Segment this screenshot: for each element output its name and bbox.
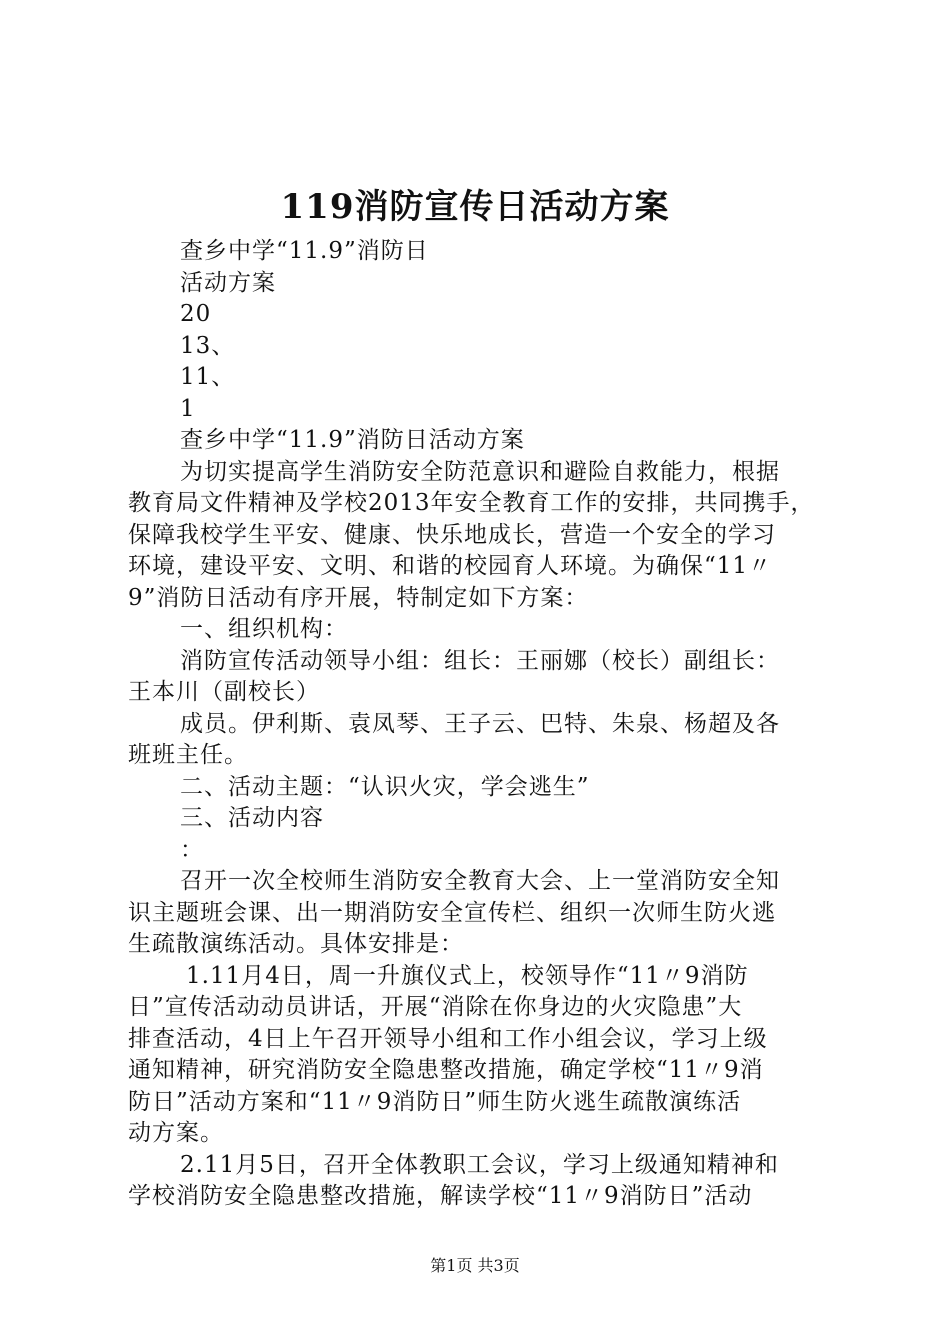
text-line: 王本川（副校长） (128, 679, 320, 705)
page-footer: 第1页 共3页 (430, 1256, 520, 1275)
text-line: 为切实提高学生消防安全防范意识和避险自救能力，根据 (180, 458, 780, 485)
text-line: 三、活动内容 (180, 805, 324, 831)
text-line: 2.11月5日，召开全体教职工会议，学习上级通知精神和 (180, 1151, 779, 1178)
text-line: 保障我校学生平安、健康、快乐地成长，营造一个安全的学习 (128, 521, 776, 548)
text-line: 查乡中学“11.9”消防日 (180, 238, 429, 264)
text-line: 通知精神，研究消防安全隐患整改措施，确定学校“11〃9消 (128, 1057, 764, 1083)
text-line: 二、活动主题：“认识火灾，学会逃生” (180, 773, 590, 800)
document-title: 119消防宣传日活动方案 (280, 187, 670, 227)
text-line: 20 (180, 301, 212, 327)
text-line: 成员。伊利斯、袁凤琴、王子云、巴特、朱泉、杨超及各 (180, 710, 780, 737)
text-line: 防日”活动方案和“11〃9消防日”师生防火逃生疏散演练活 (128, 1088, 742, 1115)
document-body (128, 236, 832, 1213)
text-line: 动方案。 (128, 1120, 224, 1146)
text-line: 生疏散演练活动。具体安排是： (128, 931, 464, 957)
text-line: 环境，建设平安、文明、和谐的校园育人环境。为确保“11〃 (128, 553, 773, 579)
text-line: 一、组织机构： (180, 616, 348, 642)
text-line: 识主题班会课、出一期消防安全宣传栏、组织一次师生防火逃 (128, 899, 776, 926)
text-line: 学校消防安全隐患整改措施，解读学校“11〃9消防日”活动 (128, 1183, 753, 1209)
text-line: 查乡中学“11.9”消防日活动方案 (180, 427, 525, 453)
text-line: 1.11月4日，周一升旗仪式上，校领导作“11〃9消防 (186, 962, 749, 989)
text-line: 排查活动，4日上午召开领导小组和工作小组会议，学习上级 (128, 1025, 768, 1052)
text-line: 召开一次全校师生消防安全教育大会、上一堂消防安全知 (180, 868, 780, 894)
text-line: 13、 (180, 332, 236, 359)
text-line: 活动方案 (180, 269, 276, 296)
text-line: ： (180, 836, 204, 863)
text-line: 1 (180, 395, 196, 422)
text-line: 日”宣传活动动员讲话，开展“消除在你身边的火灾隐患”大 (128, 994, 743, 1020)
text-line: 11、 (180, 364, 236, 390)
text-line: 消防宣传活动领导小组：组长：王丽娜（校长）副组长： (180, 647, 780, 674)
text-line: 教育局文件精神及学校2013年安全教育工作的安排，共同携手， (128, 490, 815, 516)
text-line: 9”消防日活动有序开展，特制定如下方案： (128, 584, 589, 611)
text-line: 班班主任。 (128, 742, 248, 768)
